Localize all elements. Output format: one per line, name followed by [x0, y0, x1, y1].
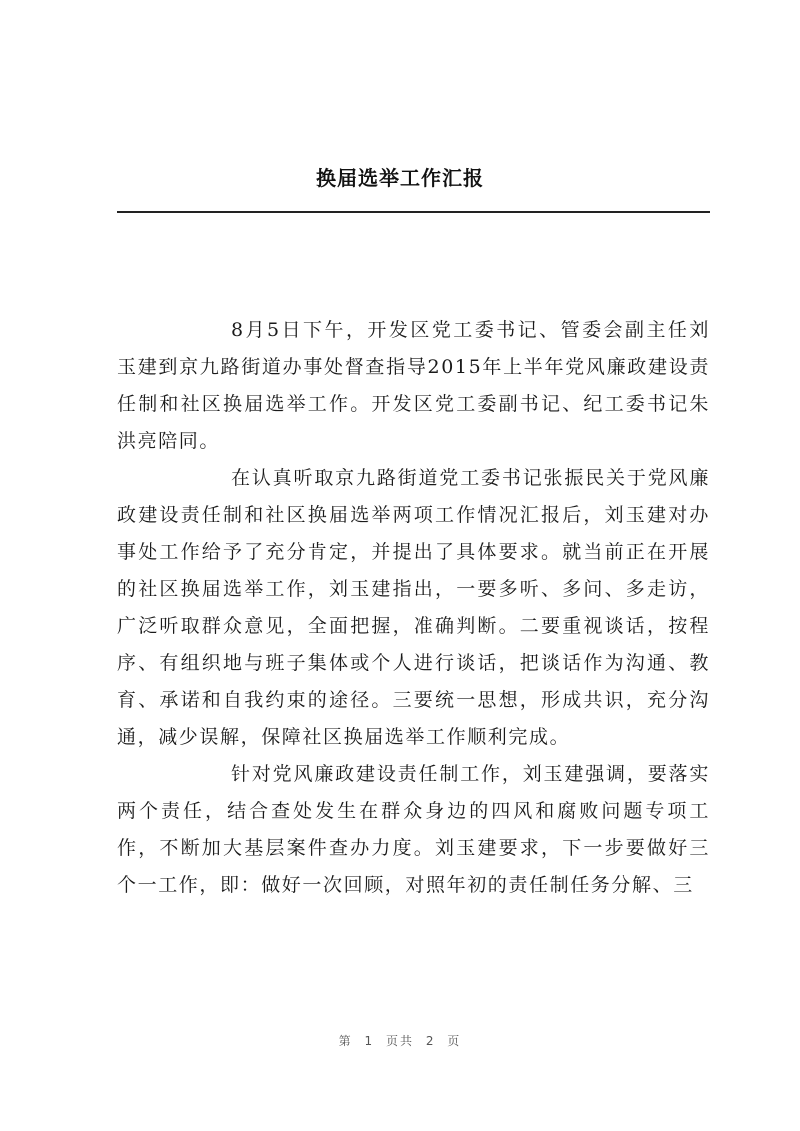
footer-current-page: 1	[364, 1034, 375, 1048]
document-body	[117, 312, 710, 904]
footer-prefix: 第	[338, 1034, 353, 1048]
footer-total-pages: 2	[425, 1034, 436, 1048]
paragraph-2: 在认真听取京九路街道党工委书记张振民关于党风廉政建设责任制和社区换届选举两项工作情况汇报后，刘玉建对办事处工作给予了充分肯定，并提出了具体要求。就当前正在开展的社区换届选举工作，刘玉建指出，一要多听、多问、多走访，广泛听取群众意见，全面把握，准确判断。二要重视谈话，按程序、有组织地与班子集体或个人进行谈话，把谈话作为沟通、教育、承诺和自我约束的途径。三要统一思想，形成共识，充分沟通，减少误解，保障社区换届选举工作顺利完成。	[117, 467, 710, 748]
document-title: 换届选举工作汇报	[316, 166, 484, 190]
title-divider	[117, 211, 710, 213]
footer-middle: 页共	[385, 1034, 414, 1048]
paragraph-3: 针对党风廉政建设责任制工作，刘玉建强调，要落实两个责任，结合查处发生在群众身边的四风和腐败问题专项工作，不断加大基层案件查办力度。刘玉建要求，下一步要做好三个一工作，即：做好一次回顾，对照年初的责任制任务分解、三	[117, 763, 710, 896]
page-footer	[0, 1032, 800, 1049]
paragraph-1: 8月5日下午，开发区党工委书记、管委会副主任刘玉建到京九路街道办事处督查指导2015年上半年党风廉政建设责任制和社区换届选举工作。开发区党工委副书记、纪工委书记朱洪亮陪同。	[117, 319, 710, 452]
footer-suffix: 页	[447, 1034, 462, 1048]
